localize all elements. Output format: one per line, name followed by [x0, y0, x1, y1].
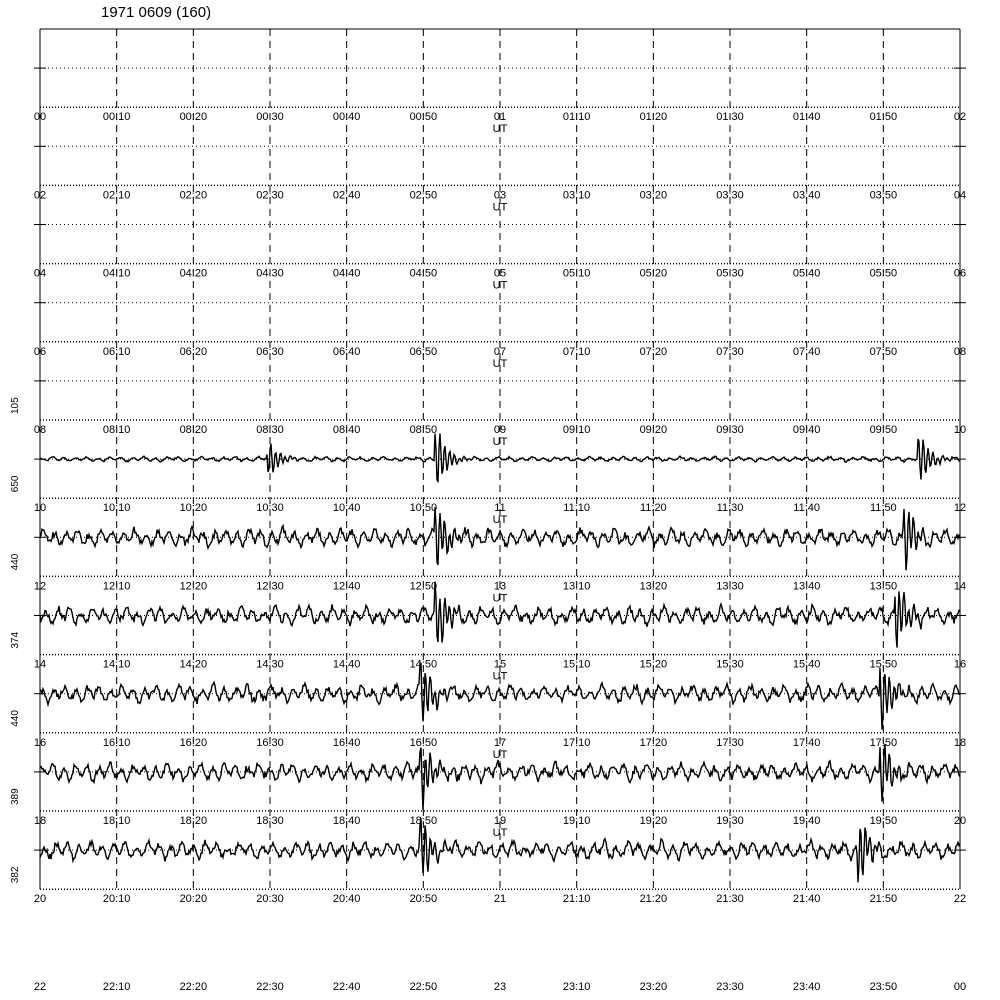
- x-tick-label: 10:50: [409, 502, 438, 515]
- x-tick-label: 11:20: [639, 502, 667, 515]
- x-tick-label: 23:20: [639, 981, 668, 993]
- x-tick-label: 16: [953, 658, 967, 671]
- x-tick-label: 09: [493, 424, 507, 436]
- x-tick-label: 21: [493, 893, 507, 906]
- chart-title: 1971 0609 (160): [101, 4, 212, 21]
- x-tick-label: 23:30: [716, 981, 744, 993]
- x-tick-label: 04:10: [102, 267, 131, 280]
- x-tick-label: 19:30: [716, 815, 744, 827]
- x-tick-label: 01:40: [792, 111, 821, 124]
- x-tick-label: 17:30: [716, 736, 744, 749]
- x-tick-label: 12:20: [179, 580, 208, 593]
- x-tick-label: 07:30: [716, 345, 744, 358]
- x-axis-unit-label: UT: [492, 123, 508, 136]
- x-axis-unit-label: UT: [492, 670, 508, 683]
- x-tick-label: 22:10: [102, 981, 131, 993]
- x-tick-label: 05:30: [716, 267, 744, 280]
- x-tick-label: 12:40: [332, 580, 361, 593]
- x-tick-label: 03:50: [869, 189, 898, 202]
- x-tick-label: 05:50: [869, 267, 898, 280]
- x-tick-label: 00: [953, 981, 967, 993]
- x-tick-label: 07:20: [639, 345, 668, 358]
- x-tick-label: 16:40: [332, 736, 361, 749]
- x-tick-label: 14: [33, 658, 47, 671]
- x-tick-label: 11:10: [563, 502, 591, 515]
- x-tick-label: 07:50: [869, 345, 898, 358]
- x-tick-label: 10:30: [256, 502, 284, 515]
- x-tick-label: 08:20: [179, 424, 208, 436]
- x-tick-label: 12:50: [409, 580, 438, 593]
- panel-scale-label: 650: [10, 475, 21, 493]
- x-tick-label: 02:30: [256, 189, 284, 202]
- x-tick-label: 05:10: [562, 267, 591, 280]
- x-tick-label: 17:10: [562, 736, 591, 749]
- x-tick-label: 14:40: [332, 658, 361, 671]
- x-tick-label: 12: [953, 502, 967, 515]
- x-tick-label: 03: [493, 189, 507, 202]
- x-tick-label: 06:40: [332, 345, 361, 358]
- x-tick-label: 10:20: [179, 502, 208, 515]
- x-tick-label: 01:10: [562, 111, 591, 124]
- x-tick-label: 01:50: [869, 111, 898, 124]
- x-tick-label: 21:50: [869, 893, 898, 906]
- x-tick-label: 09:10: [562, 424, 591, 436]
- x-tick-label: 23:10: [562, 981, 591, 993]
- x-tick-label: 06: [33, 345, 47, 358]
- x-tick-label: 12: [33, 580, 47, 593]
- x-tick-label: 11:30: [716, 502, 744, 515]
- x-tick-label: 07: [493, 345, 507, 358]
- x-tick-label: 09:50: [869, 424, 898, 436]
- x-tick-label: 22:30: [256, 981, 284, 993]
- x-tick-label: 19:40: [792, 815, 821, 827]
- x-tick-label: 20:20: [179, 893, 208, 906]
- x-tick-label: 08:50: [409, 424, 438, 436]
- x-tick-label: 13:20: [639, 580, 668, 593]
- x-tick-label: 22: [33, 981, 47, 993]
- x-tick-label: 09:20: [639, 424, 668, 436]
- x-tick-label: 02:50: [409, 189, 438, 202]
- x-tick-label: 10:40: [332, 502, 361, 515]
- x-tick-label: 22: [953, 893, 967, 906]
- x-tick-label: 06:30: [256, 345, 284, 358]
- x-tick-label: 13:30: [716, 580, 744, 593]
- x-tick-label: 16:30: [256, 736, 284, 749]
- x-tick-label: 03:40: [792, 189, 821, 202]
- x-tick-label: 14:50: [409, 658, 438, 671]
- x-tick-label: 00:50: [409, 111, 438, 124]
- x-tick-label: 23: [493, 981, 507, 993]
- x-tick-label: 05: [493, 267, 507, 280]
- x-tick-label: 21:20: [639, 893, 668, 906]
- x-tick-label: 00:20: [179, 111, 208, 124]
- x-tick-label: 16: [33, 736, 47, 749]
- x-tick-label: 06:20: [179, 345, 208, 358]
- x-tick-label: 13:50: [869, 580, 898, 593]
- x-tick-label: 21:10: [562, 893, 591, 906]
- x-tick-label: 15:50: [869, 658, 898, 671]
- x-tick-label: 15: [493, 658, 507, 671]
- x-tick-label: 05:40: [792, 267, 821, 280]
- x-tick-label: 14: [953, 580, 967, 593]
- x-tick-label: 20: [953, 815, 967, 827]
- x-tick-label: 17:40: [792, 736, 821, 749]
- x-tick-label: 22:40: [332, 981, 361, 993]
- x-tick-label: 02:20: [179, 189, 208, 202]
- x-tick-label: 08:10: [102, 424, 131, 436]
- x-tick-label: 11:40: [793, 502, 821, 515]
- x-tick-label: 06: [953, 267, 967, 280]
- x-tick-label: 04:30: [256, 267, 284, 280]
- x-tick-label: 20:10: [102, 893, 131, 906]
- x-tick-label: 10:10: [102, 502, 131, 515]
- x-tick-label: 02:40: [332, 189, 361, 202]
- x-tick-label: 01:30: [716, 111, 744, 124]
- x-tick-label: 04:50: [409, 267, 438, 280]
- x-axis-unit-label: UT: [492, 357, 508, 370]
- x-tick-label: 23:40: [792, 981, 821, 993]
- x-axis-unit-label: UT: [492, 514, 508, 527]
- x-tick-label: 15:30: [716, 658, 744, 671]
- x-tick-label: 18: [953, 736, 967, 749]
- x-tick-label: 18:10: [102, 815, 131, 827]
- x-tick-label: 03:10: [562, 189, 591, 202]
- panel-scale-label: 374: [10, 631, 21, 649]
- x-tick-label: 01:20: [639, 111, 668, 124]
- x-tick-label: 13:10: [562, 580, 591, 593]
- x-tick-label: 02:10: [102, 189, 131, 202]
- x-axis-unit-label: UT: [492, 279, 508, 292]
- x-tick-label: 20:30: [256, 893, 284, 906]
- x-axis-unit-label: UT: [492, 201, 508, 214]
- x-tick-label: 20:50: [409, 893, 438, 906]
- x-tick-label: 22:20: [179, 981, 208, 993]
- x-tick-label: 02: [953, 111, 967, 124]
- x-tick-label: 13: [493, 580, 507, 593]
- x-tick-label: 15:40: [792, 658, 821, 671]
- x-tick-label: 14:30: [256, 658, 284, 671]
- x-tick-label: 09:40: [792, 424, 821, 436]
- x-tick-label: 16:10: [102, 736, 131, 749]
- x-tick-label: 16:20: [179, 736, 208, 749]
- x-tick-label: 18:20: [179, 815, 208, 827]
- x-tick-label: 17:20: [639, 736, 668, 749]
- x-tick-label: 07:40: [792, 345, 821, 358]
- x-tick-label: 19:10: [562, 815, 591, 827]
- x-tick-label: 03:20: [639, 189, 668, 202]
- x-tick-label: 04:20: [179, 267, 208, 280]
- x-tick-label: 08:40: [332, 424, 361, 436]
- x-tick-label: 20: [33, 893, 47, 906]
- x-tick-label: 03:30: [716, 189, 744, 202]
- x-tick-label: 18: [33, 815, 47, 827]
- x-tick-label: 18:50: [409, 815, 438, 827]
- x-tick-label: 10: [953, 424, 967, 436]
- x-tick-label: 07:10: [562, 345, 591, 358]
- panel-scale-label: 105: [10, 397, 21, 414]
- x-tick-label: 23:50: [869, 981, 898, 993]
- x-tick-label: 04:40: [332, 267, 361, 280]
- panel-scale-label: 440: [10, 710, 21, 727]
- x-tick-label: 08:30: [256, 424, 284, 436]
- x-axis-unit-label: UT: [492, 748, 508, 761]
- x-tick-label: 05:20: [639, 267, 668, 280]
- x-tick-label: 10: [33, 502, 47, 515]
- x-tick-label: 04: [33, 267, 47, 280]
- x-tick-label: 12:30: [256, 580, 284, 593]
- x-tick-label: 08: [33, 424, 47, 436]
- x-tick-label: 08: [953, 345, 967, 358]
- x-tick-label: 19:50: [869, 815, 898, 827]
- x-tick-label: 18:40: [332, 815, 361, 827]
- x-tick-label: 11:50: [869, 502, 897, 515]
- x-tick-label: 14:10: [102, 658, 131, 671]
- x-tick-label: 19:20: [639, 815, 668, 827]
- panel-scale-label: 389: [10, 788, 21, 805]
- x-tick-label: 01: [493, 111, 507, 124]
- x-tick-label: 00: [33, 111, 47, 124]
- panel-scale-label: 382: [10, 866, 21, 884]
- x-tick-label: 13:40: [792, 580, 821, 593]
- x-tick-label: 20:40: [332, 893, 361, 906]
- x-tick-label: 06:10: [102, 345, 131, 358]
- x-tick-label: 18:30: [256, 815, 284, 827]
- x-tick-label: 02: [33, 189, 47, 202]
- x-tick-label: 17:50: [869, 736, 898, 749]
- x-tick-label: 09:30: [716, 424, 744, 436]
- x-tick-label: 21:30: [716, 893, 744, 906]
- x-tick-label: 14:20: [179, 658, 208, 671]
- x-tick-label: 21:40: [792, 893, 821, 906]
- panel-scale-label: 440: [10, 553, 21, 571]
- x-tick-label: 04: [953, 189, 967, 202]
- x-tick-label: 00:10: [102, 111, 131, 124]
- x-tick-label: 16:50: [409, 736, 438, 749]
- x-axis-unit-label: UT: [492, 592, 508, 605]
- x-tick-label: 15:10: [562, 658, 591, 671]
- x-axis-unit-label: UT: [492, 827, 508, 839]
- x-axis-unit-label: UT: [492, 436, 508, 448]
- x-tick-label: 12:10: [102, 580, 131, 593]
- x-tick-label: 15:20: [639, 658, 668, 671]
- x-tick-label: 11: [494, 502, 506, 515]
- x-tick-label: 22:50: [409, 981, 438, 993]
- x-tick-label: 06:50: [409, 345, 438, 358]
- x-tick-label: 19: [493, 815, 507, 827]
- x-tick-label: 17: [493, 736, 507, 749]
- x-tick-label: 00:30: [256, 111, 284, 124]
- x-tick-label: 00:40: [332, 111, 361, 124]
